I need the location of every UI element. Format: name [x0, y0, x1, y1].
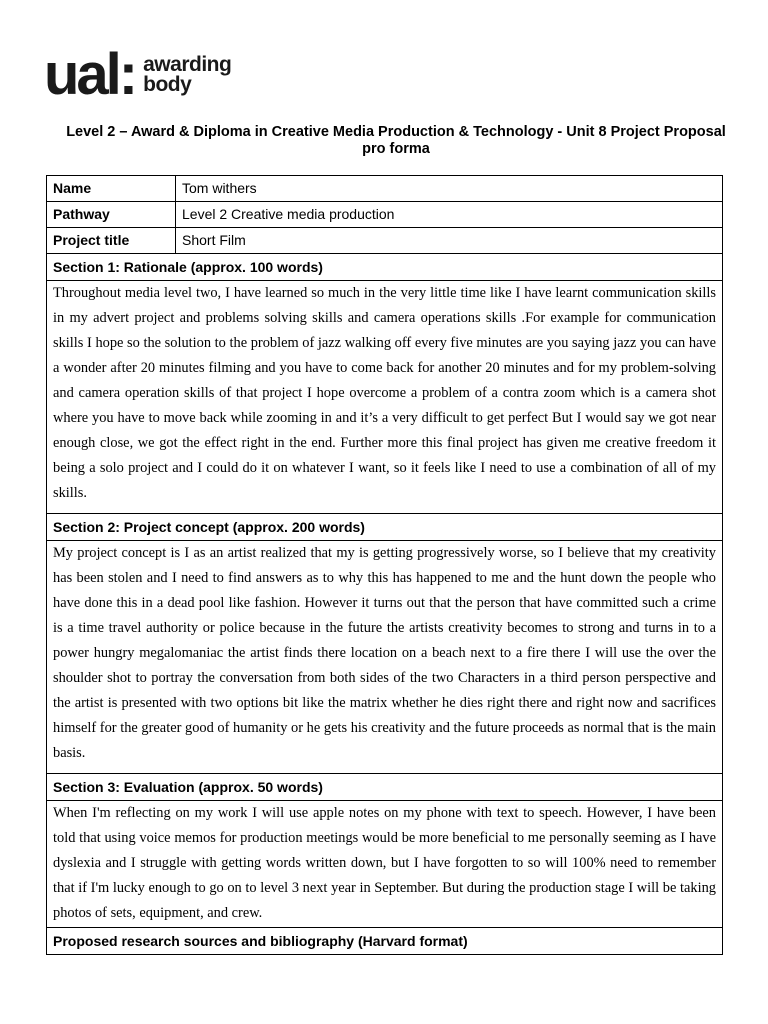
logo-mark: ual: — [44, 42, 136, 107]
pathway-label: Pathway — [47, 202, 176, 228]
section1-body-row — [47, 281, 723, 514]
research-heading-row — [47, 928, 723, 955]
project-title-value: Short Film — [176, 228, 723, 254]
name-value: Tom withers — [176, 176, 723, 202]
section2-concept-text: My project concept is I as an artist realized that my is getting progressively worse, so I believe that my creativity has been stolen and I need to find answers as to why this has happened to me and the hunt down the people who have done this in a dead pool like fashion. However it turns out that the person that have committed such a crime is a time travel authority or police because in the future the artists creativity becomes to strong and turns in to a power hungry megalomaniac the artist finds there location on a beach next to a fire there I will use the over the shoulder shot to portray the conversation from both sides of the two Characters in a third person perspective and the artist is presented with two options bit like the matrix whether he dies right there and right now and sacrifices himself for the greater good of humanity or he gets his creativity and the future proceeds as normal that is the main basis. — [47, 541, 723, 774]
section2-body-row — [47, 541, 723, 774]
section3-heading: Section 3: Evaluation (approx. 50 words) — [47, 774, 723, 801]
name-label: Name — [47, 176, 176, 202]
project-title-label: Project title — [47, 228, 176, 254]
section1-heading: Section 1: Rationale (approx. 100 words) — [47, 254, 723, 281]
proposal-form-table — [46, 175, 723, 955]
name-row — [47, 176, 723, 202]
logo-word-body: body — [143, 73, 192, 96]
document-title: Level 2 – Award & Diploma in Creative Media Production & Technology - Unit 8 Project Proposal pro forma — [66, 124, 726, 157]
ual-logo — [44, 42, 232, 107]
section3-body-row — [47, 801, 723, 928]
pathway-row — [47, 202, 723, 228]
project-title-row — [47, 228, 723, 254]
section3-evaluation-text: When I'm reflecting on my work I will use apple notes on my phone with text to speech. However, I have been told that using voice memos for production meetings would be more beneficial to me personally seeming as I have dyslexia and I struggle with getting words written down, but I have forgotten to so will 100% need to remember that if I'm lucky enough to go on to level 3 next year in September. But during the production stage I will be taking photos of sets, equipment, and crew. — [47, 801, 723, 928]
logo-wordmark — [143, 55, 231, 95]
section2-heading-row — [47, 514, 723, 541]
section1-rationale-text: Throughout media level two, I have learned so much in the very little time like I have learnt communication skills in my advert project and problems solving skills and camera operations skills .For example for communication skills I hope so the solution to the problem of jazz walking off every five minutes are you saying jazz you can have a wonder after 20 minutes filming and you have to come back for another 20 minutes and for my problem-solving and camera operation skills of that project I hope overcome a problem of a contra zoom which is a camera shot where you have to move back while zooming in and it’s a very difficult to get perfect But I would say we got near enough close, we got the effect right in the end. Further more this final project has given me creative freedom it being a solo project and I could do it on whatever I want, so it feels like I need to use a combination of all of my skills. — [47, 281, 723, 514]
logo-word-awarding: awarding — [143, 53, 232, 76]
pathway-value: Level 2 Creative media production — [176, 202, 723, 228]
research-heading: Proposed research sources and bibliography (Harvard format) — [47, 928, 723, 955]
section1-heading-row — [47, 254, 723, 281]
section3-heading-row — [47, 774, 723, 801]
section2-heading: Section 2: Project concept (approx. 200 words) — [47, 514, 723, 541]
